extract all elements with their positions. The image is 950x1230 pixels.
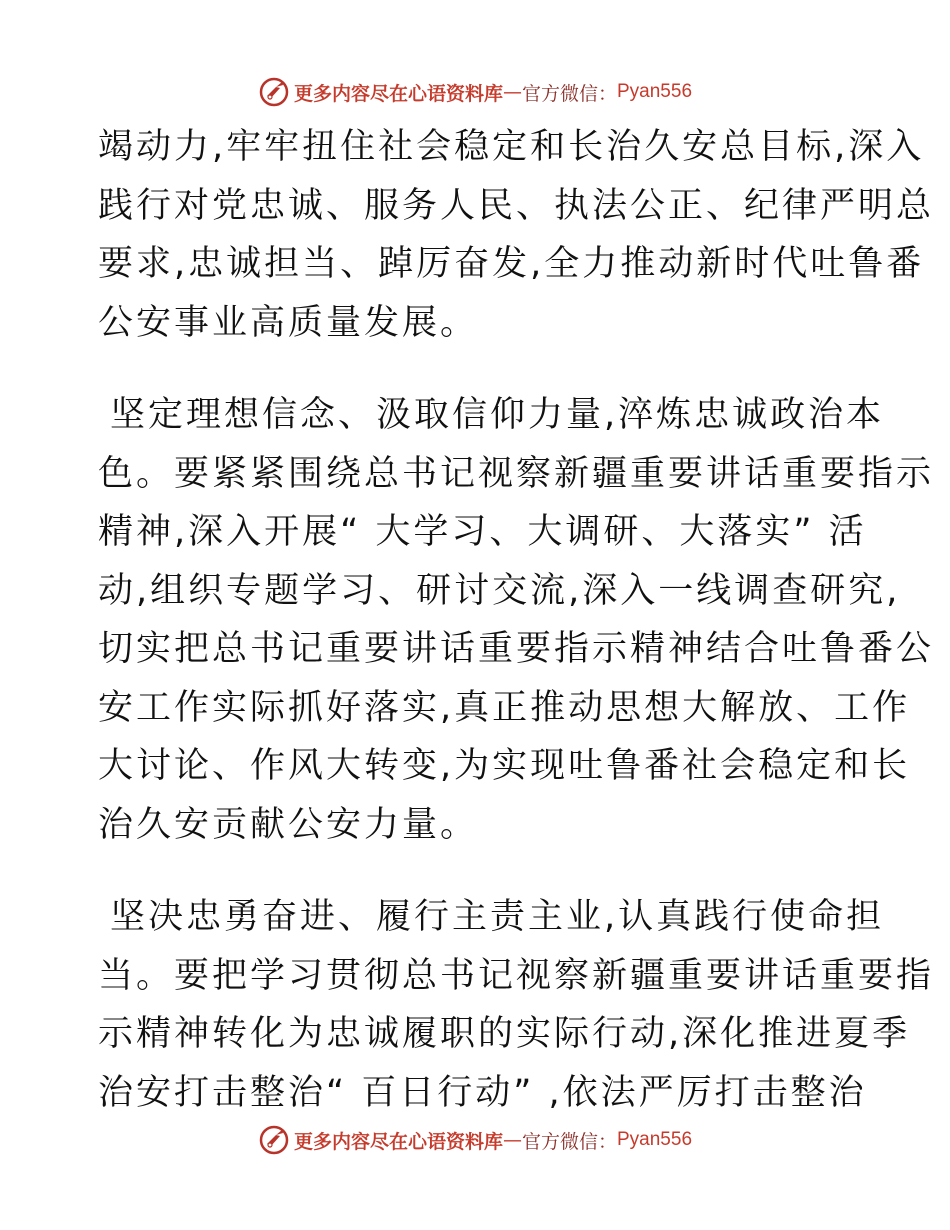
paragraph	[98, 888, 935, 1122]
text-line: 坚定理想信念、汲取信仰力量,淬炼忠诚政治本	[110, 395, 885, 435]
text-line: 精神,深入开展“ 大学习、大调研、大落实” 活	[98, 512, 867, 552]
logo-icon	[258, 1124, 290, 1156]
logo-icon	[258, 76, 290, 108]
document-body	[98, 118, 935, 1122]
page-header	[0, 72, 950, 112]
text-line: 色。要紧紧围绕总书记视察新疆重要讲话重要指示	[98, 453, 935, 494]
text-line: 践行对党忠诚、服务人民、执法公正、纪律严明总	[98, 185, 935, 226]
text-line: 竭动力,牢牢扭住社会稳定和长治久安总目标,深入	[98, 127, 925, 167]
paragraph	[98, 386, 935, 854]
footer-wechat-id: Pyan556	[617, 1129, 693, 1150]
footer-separator: —	[502, 1129, 522, 1151]
text-line: 要求,忠诚担当、踔厉奋发,全力推动新时代吐鲁番	[98, 244, 925, 284]
header-separator: —	[502, 81, 522, 103]
text-line: 公安事业高质量发展。	[98, 302, 479, 343]
header-wechat-id: Pyan556	[617, 81, 693, 102]
text-line: 示精神转化为忠诚履职的实际行动,深化推进夏季	[98, 1014, 911, 1054]
text-line: 治安打击整治“ 百日行动” ,依法严厉打击整治	[98, 1072, 867, 1113]
header-official-label: 官方微信：	[521, 82, 617, 105]
header-title: 更多内容尽在心语资料库	[293, 82, 503, 105]
footer-title: 更多内容尽在心语资料库	[293, 1130, 503, 1153]
page-footer	[0, 1120, 950, 1160]
text-line: 治久安贡献公安力量。	[98, 804, 479, 845]
text-line: 当。要把学习贯彻总书记视察新疆重要讲话重要指	[98, 955, 935, 996]
text-line: 大讨论、作风大转变,为实现吐鲁番社会稳定和长	[98, 746, 911, 786]
text-line: 切实把总书记重要讲话重要指示精神结合吐鲁番公	[98, 629, 935, 669]
text-line: 安工作实际抓好落实,真正推动思想大解放、工作	[98, 687, 911, 728]
footer-official-label: 官方微信：	[521, 1130, 617, 1153]
paragraph	[98, 118, 935, 352]
text-line: 坚决忠勇奋进、履行主责主业,认真践行使命担	[110, 897, 885, 937]
text-line: 动,组织专题学习、研讨交流,深入一线调查研究,	[98, 570, 901, 611]
